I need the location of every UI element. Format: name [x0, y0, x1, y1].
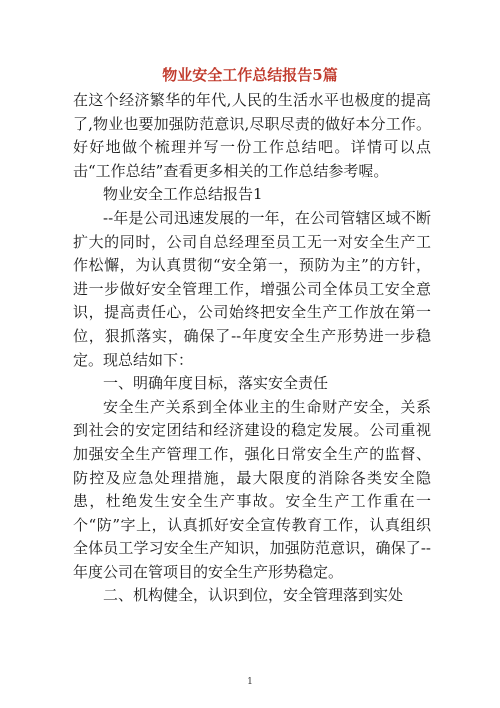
intro-paragraph: 在这个经济繁华的年代,人民的生活水平也极度的提高了,物业也要加强防范意识,尽职尽责的做好本分工作。好好地做个梳理并写一份工作总结吧。详情可以点击“工作总结”查看更多相关的工作总结参考喔。 — [73, 91, 431, 180]
section-heading: 一、明确年度目标，落实安全责任 — [103, 374, 329, 393]
body-paragraph: 安全生产关系到全体业主的生命财产安全，关系到社会的安定团结和经济建设的稳定发展。公司重视加强安全生产管理工作，强化日常安全生产的监督、防控及应急处理措施，最大限度的消除各类安全隐患，杜绝发生安全生产事故。安全生产工作重在一个“防”字上，认真抓好安全宣传教育工作，认真组织全体员工学习安全生产知识，加强防范意识，确保了--年度公司在管项目的安全生产形势稳定。 — [73, 397, 431, 581]
section-heading: 二、机构健全，认识到位，安全管理落到实处 — [103, 586, 404, 605]
document-body — [73, 89, 431, 608]
body-paragraph: --年是公司迅速发展的一年，在公司管辖区域不断扩大的同时，公司自总经理至员工无一对安全生产工作松懈，为认真贯彻“安全第一，预防为主”的方针，进一步做好安全管理工作，增强公司全体员工安全意识，提高责任心，公司始终把安全生产工作放在第一位，狠抓落实，确保了--年度安全生产形势进一步稳定。现总结如下： — [73, 208, 431, 369]
section-subtitle: 物业安全工作总结报告1 — [103, 185, 263, 204]
document-title: 物业安全工作总结报告5篇 — [162, 66, 338, 84]
page-number: 1 — [247, 677, 253, 687]
